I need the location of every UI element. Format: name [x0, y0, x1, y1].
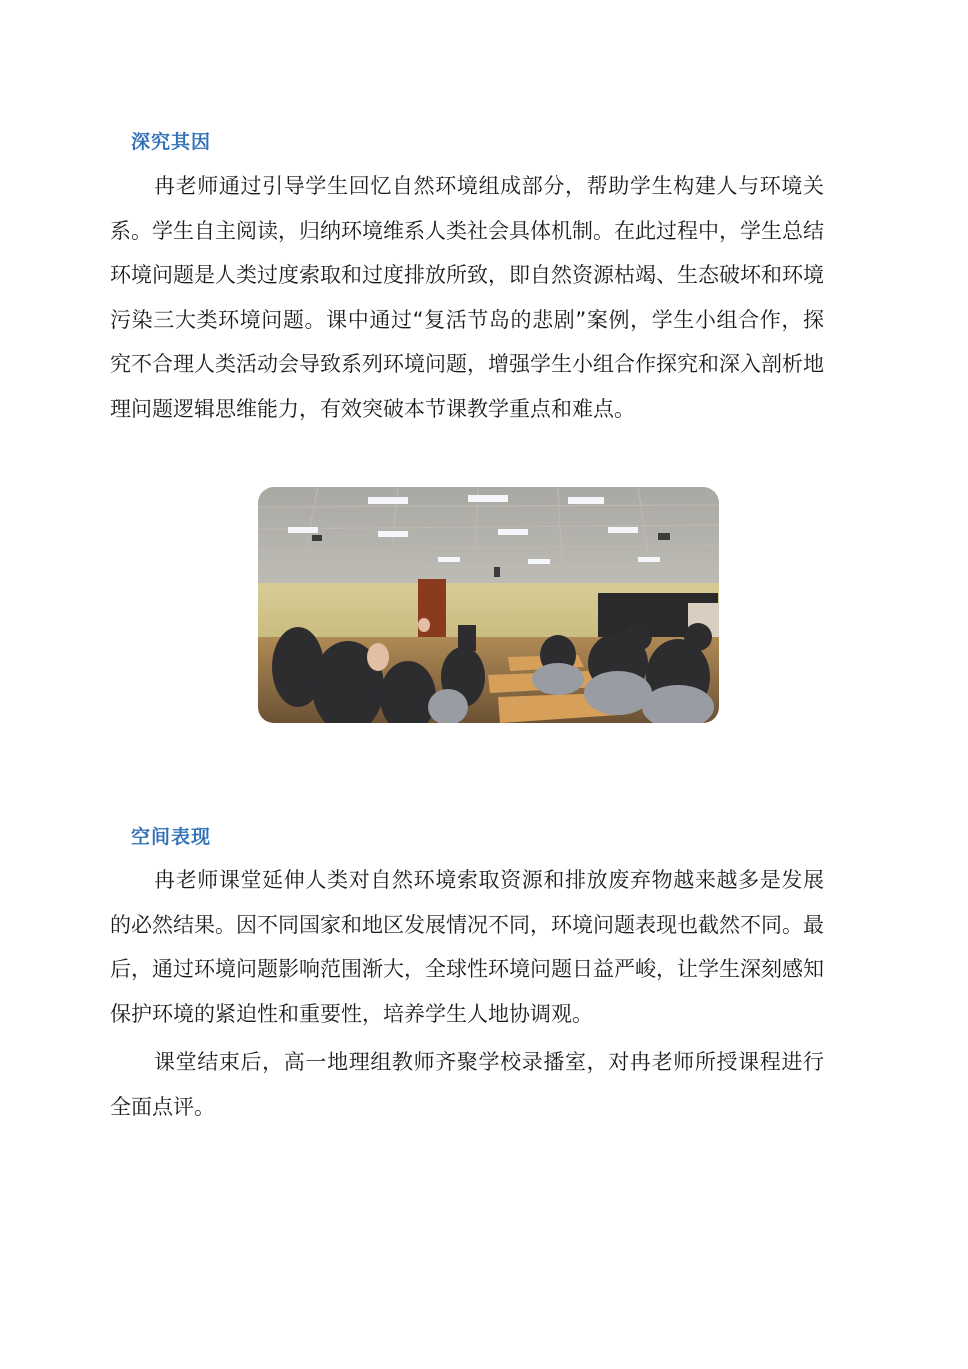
- section-paragraph-spatial: 冉老师课堂延伸人类对自然环境索取资源和排放废弃物越来越多是发展的必然结果。因不同国家和地区发展情况不同，环境问题表现也截然不同。最后，通过环境问题影响范围渐大，全球性环境问题日益严峻，让学生深刻感知保护环境的紧迫性和重要性，培养学生人地协调观。: [110, 868, 824, 1026]
- photo-reflection: [258, 723, 719, 793]
- classroom-photo: [258, 487, 719, 723]
- section-paragraph-review: 课堂结束后，高一地理组教师齐聚学校录播室，对冉老师所授课程进行全面点评。: [110, 1050, 824, 1119]
- section-heading-spatial: 空间表现: [131, 826, 212, 848]
- section-paragraph-causes: 冉老师通过引导学生回忆自然环境组成部分，帮助学生构建人与环境关系。学生自主阅读，归纳环境维系人类社会具体机制。在此过程中，学生总结环境问题是人类过度索取和过度排放所致，即自然资源枯竭、生态破坏和环境污染三大类环境问题。课中通过“复活节岛的悲剧”案例，学生小组合作，探究不合理人类活动会导致系列环境问题，增强学生小组合作探究和深入剖析地理问题逻辑思维能力，有效突破本节课教学重点和难点。: [110, 174, 824, 421]
- section-heading-causes: 深究其因: [131, 131, 212, 153]
